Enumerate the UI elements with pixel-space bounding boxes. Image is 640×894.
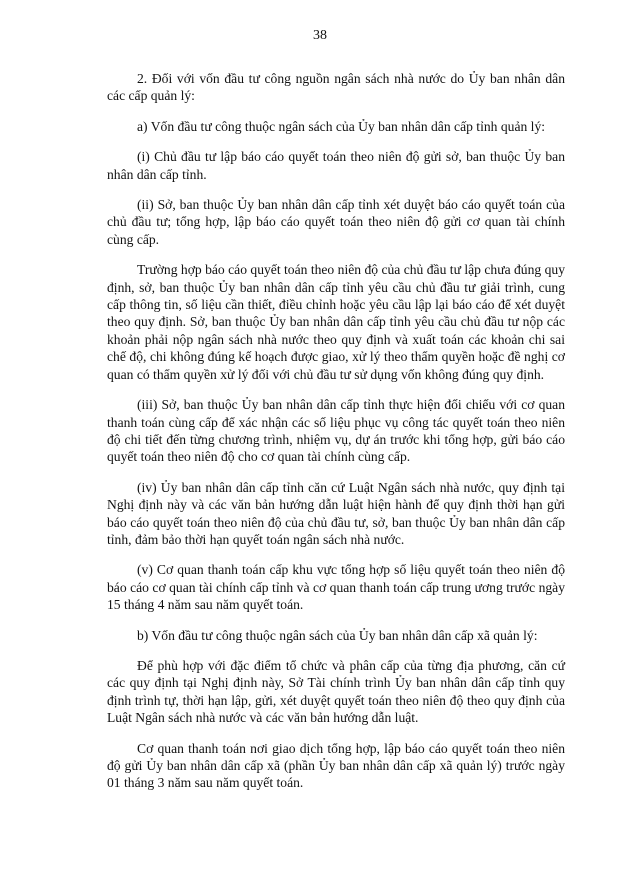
paragraph-ii: (ii) Sở, ban thuộc Ủy ban nhân dân cấp tỉnh xét duyệt báo cáo quyết toán của chủ đầu tư; tổng hợp, lập báo cáo quyết toán theo niên độ gửi cơ quan tài chính cùng cấp. [107, 197, 565, 247]
paragraph-v: (v) Cơ quan thanh toán cấp khu vực tổng hợp số liệu quyết toán theo niên độ báo cáo cơ quan tài chính cấp tỉnh và cơ quan thanh toán cấp trung ương trước ngày 15 tháng 4 năm sau năm quyết toán. [107, 562, 565, 613]
paragraph-province: Để phù hợp với đặc điểm tổ chức và phân cấp của từng địa phương, căn cứ các quy định tại Nghị định này, Sở Tài chính trình Ủy ban nhân dân cấp tỉnh quy định trình tự, thời hạn lập, gửi, xét duyệt quyết toán theo niên độ theo quy định của Luật Ngân sách nhà nước và các văn bản hướng dẫn luật. [107, 657, 565, 726]
paragraph-payment-agency: Cơ quan thanh toán nơi giao dịch tổng hợp, lập báo cáo quyết toán theo niên độ gửi Ủy ban nhân dân cấp xã (phần Ủy ban nhân dân cấp xã quản lý) trước ngày 01 tháng 3 năm sau năm quyết toán. [107, 740, 565, 791]
page-number: 38 [313, 28, 327, 43]
document-body [107, 70, 565, 805]
paragraph-iv: (iv) Ủy ban nhân dân cấp tỉnh căn cứ Luật Ngân sách nhà nước, quy định tại Nghị định này và các văn bản hướng dẫn luật hiện hành để quy định thời hạn gửi báo cáo quyết toán theo niên độ của chủ đầu tư, sở, ban thuộc Ủy ban nhân dân cấp tỉnh, đảm bảo thời hạn quyết toán ngân sách nhà nước. [107, 479, 565, 547]
paragraph-section-2: 2. Đối với vốn đầu tư công nguồn ngân sách nhà nước do Ủy ban nhân dân các cấp quản lý: [107, 71, 565, 104]
paragraph-i: (i) Chủ đầu tư lập báo cáo quyết toán theo niên độ gửi sở, ban thuộc Ủy ban nhân dân cấp tỉnh. [107, 149, 565, 182]
paragraph-a: a) Vốn đầu tư công thuộc ngân sách của Ủy ban nhân dân cấp tỉnh quản lý: [137, 118, 546, 134]
paragraph-iii: (iii) Sở, ban thuộc Ủy ban nhân dân cấp tỉnh thực hiện đối chiếu với cơ quan thanh toán cùng cấp để xác nhận các số liệu phục vụ công tác quyết toán theo niên độ chi tiết đến từng chương trình, nhiệm vụ, dự án trước khi tổng hợp, gửi báo cáo quyết toán theo niên độ cho cơ quan tài chính cùng cấp. [107, 397, 565, 465]
paragraph-b: b) Vốn đầu tư công thuộc ngân sách của Ủy ban nhân dân cấp xã quản lý: [137, 627, 538, 643]
paragraph-case: Trường hợp báo cáo quyết toán theo niên độ của chủ đầu tư lập chưa đúng quy định, sở, ban thuộc Ủy ban nhân dân cấp tỉnh yêu cầu chủ đầu tư giải trình, cung cấp thông tin, số liệu cần thiết, điều chỉnh hoặc yêu cầu lập lại báo cáo để xét duyệt theo quy định. Sở, ban thuộc Ủy ban nhân dân cấp tỉnh yêu cầu chủ đầu tư nộp các khoản phải nộp ngân sách nhà nước theo quy định và xuất toán các khoản chi sai chế độ, chi không đúng kế hoạch được giao, xử lý theo thẩm quyền hoặc đề nghị cơ quan có thẩm quyền xử lý đối với chủ đầu tư sử dụng vốn không đúng quy định. [107, 262, 565, 382]
